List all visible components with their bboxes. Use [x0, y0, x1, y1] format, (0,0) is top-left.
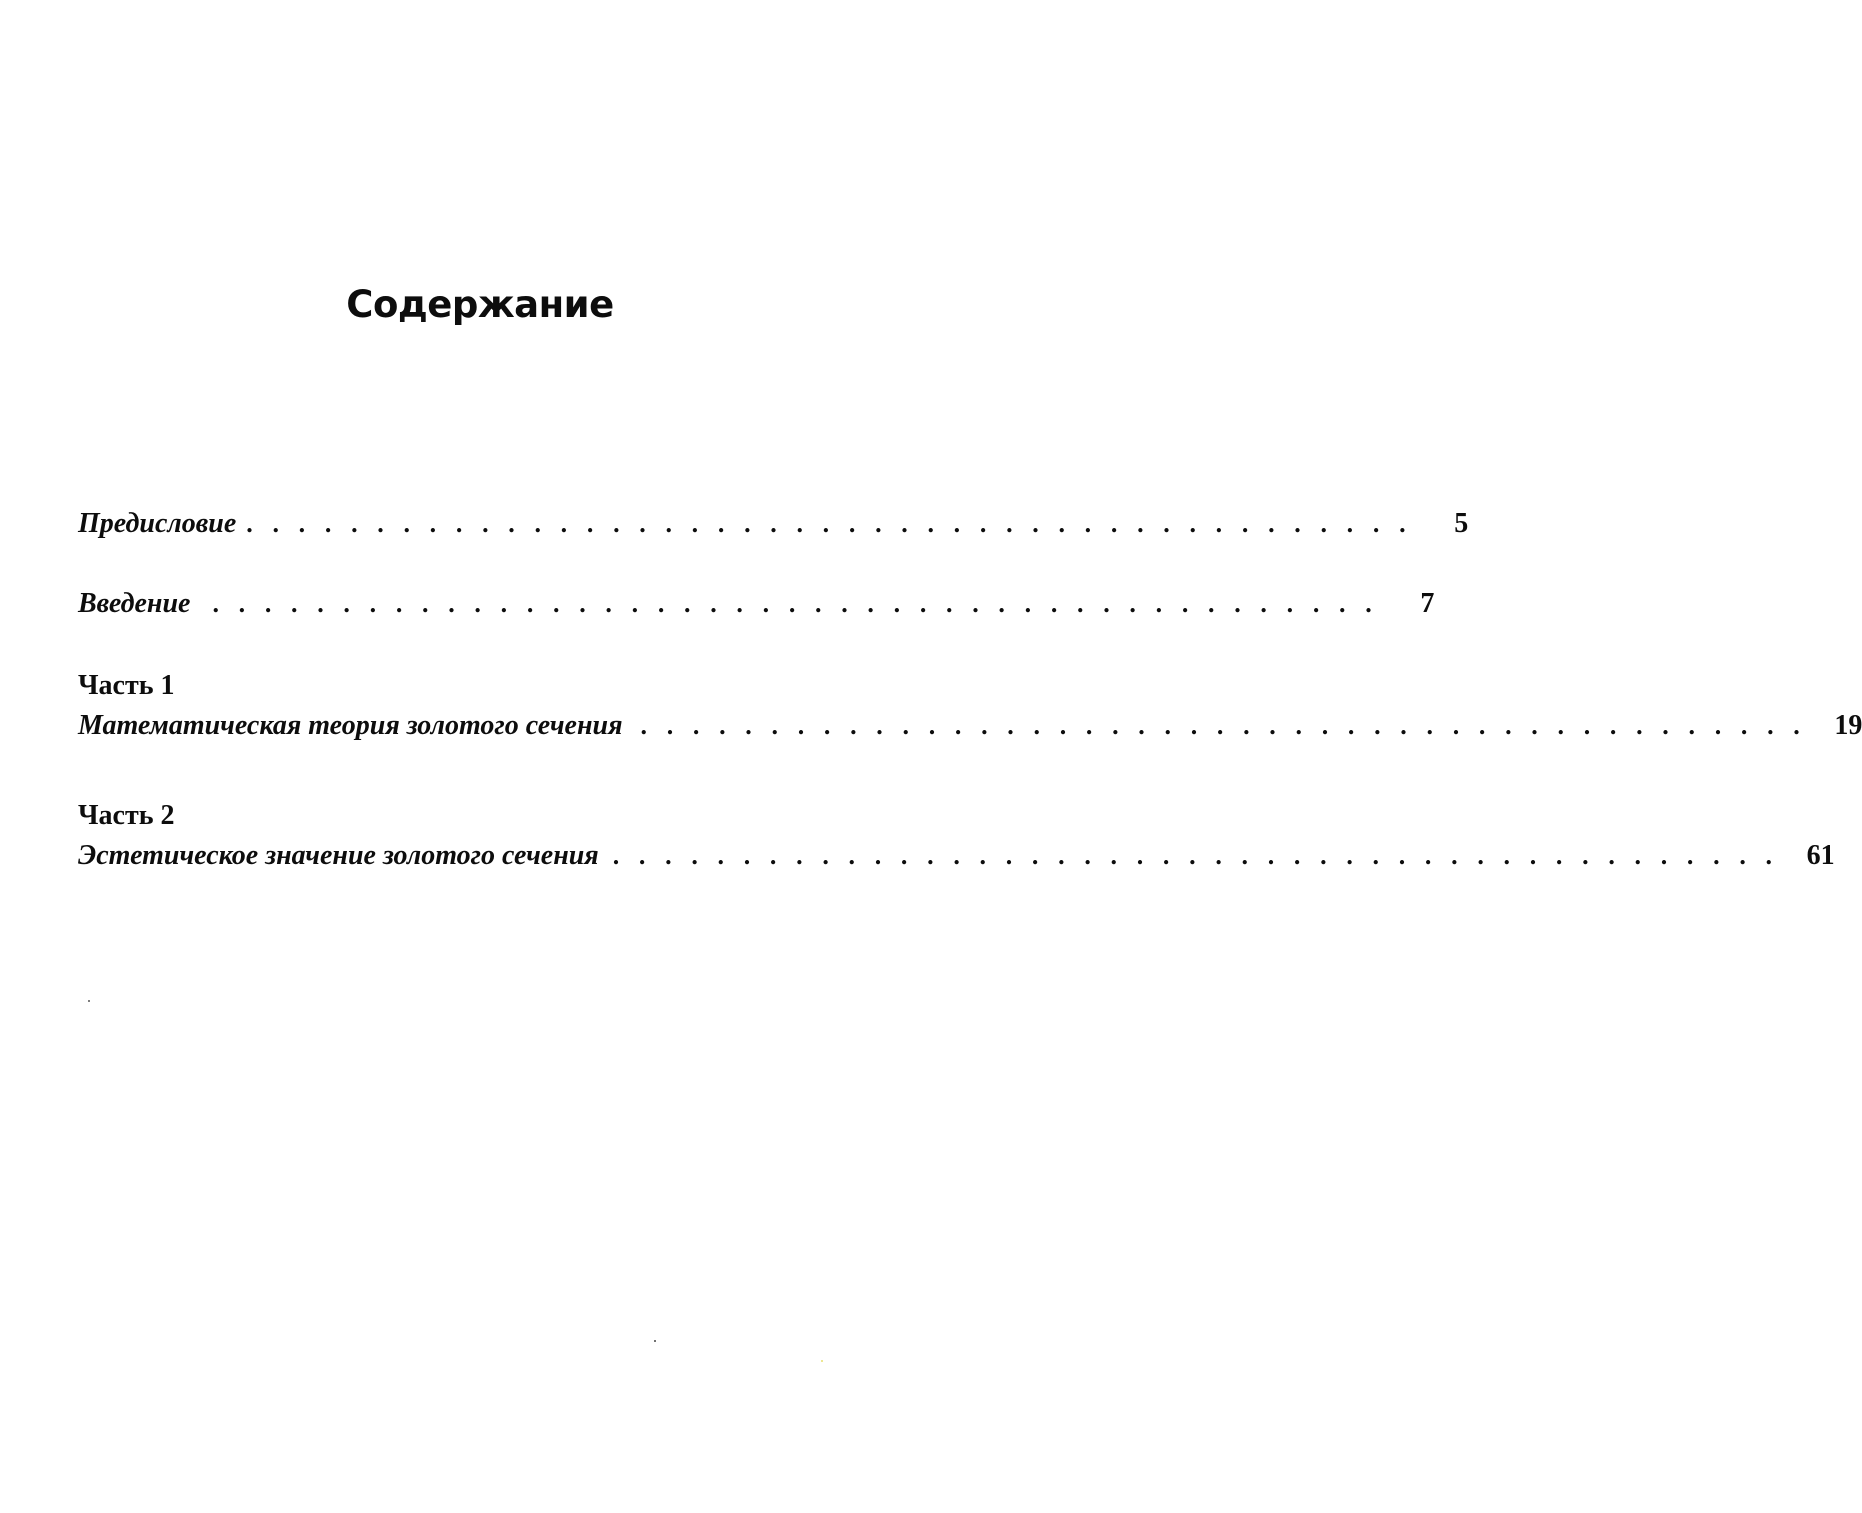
toc-page-number: 5	[1454, 508, 1469, 539]
toc-page-number: 61	[1806, 840, 1835, 871]
scan-speck	[821, 1360, 823, 1362]
toc-page-number: 19	[1834, 710, 1862, 741]
toc-entry-title: Математическая теория золотого сечения	[78, 710, 623, 741]
dot-leader: . . . . . . . . . . . . . . . . . . . . . . . . . . . . . . . . . . . . . . . . . . . . .	[612, 841, 1779, 870]
toc-entry-part-2[interactable]	[78, 840, 1835, 871]
scan-speck	[88, 1000, 90, 1002]
dot-leader: . . . . . . . . . . . . . . . . . . . . . . . . . . . . . . . . . . . . . . . . . . . . .	[212, 589, 1379, 618]
toc-entry-title: Эстетическое значение золотого сечения	[78, 840, 599, 871]
toc-entry-preface[interactable]	[78, 508, 1469, 539]
toc-part-label: Часть 2	[78, 800, 175, 831]
dot-leader: . . . . . . . . . . . . . . . . . . . . . . . . . . . . . . . . . . . . . . . . . . . . .	[246, 509, 1413, 538]
toc-part-label: Часть 1	[78, 670, 175, 701]
toc-entry-title: Введение	[78, 588, 191, 619]
toc-entry-title: Предисловие	[78, 508, 237, 539]
toc-page-number: 7	[1420, 588, 1435, 619]
toc-entry-part-1[interactable]	[78, 710, 1862, 741]
toc-entry-introduction[interactable]	[78, 588, 1435, 619]
toc-heading: Содержание	[346, 283, 614, 326]
scan-speck	[654, 1340, 656, 1342]
dot-leader: . . . . . . . . . . . . . . . . . . . . . . . . . . . . . . . . . . . . . . . . . . . . .	[640, 711, 1807, 740]
